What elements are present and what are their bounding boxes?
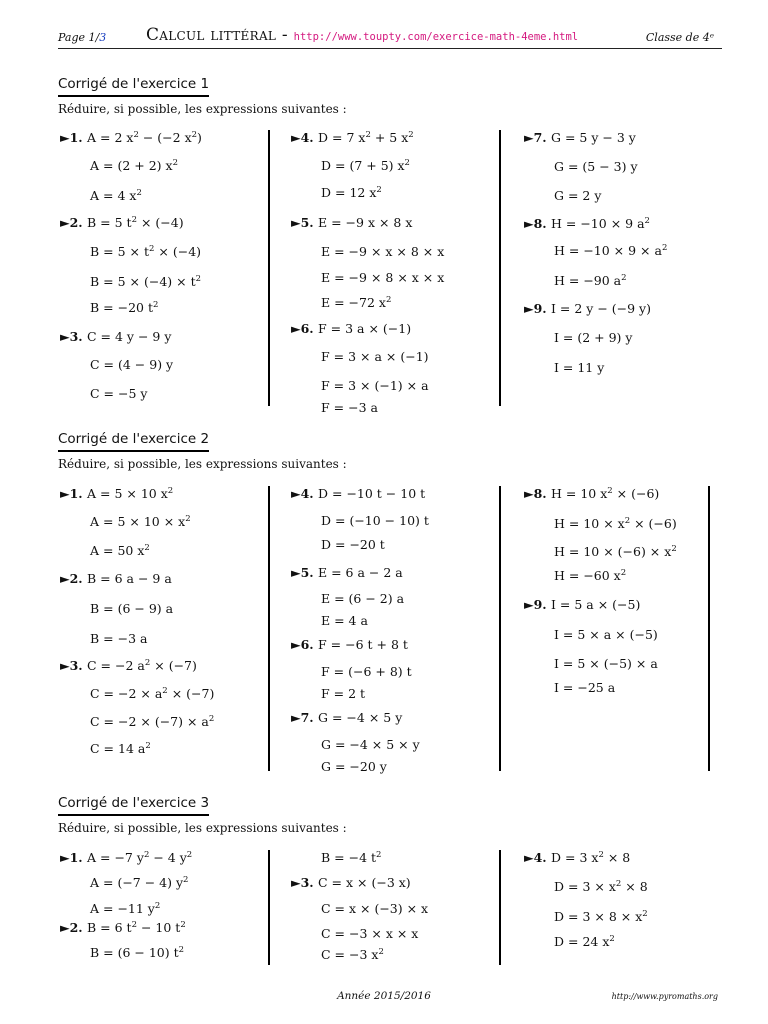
- item-number: ►3.: [291, 875, 319, 890]
- expression-step: [554, 568, 626, 583]
- expression-text: I = 11 y: [554, 360, 605, 375]
- section-title: Corrigé de l'exercice 2: [58, 431, 209, 452]
- numbered-expression: [291, 215, 412, 230]
- item-number: ►2.: [60, 215, 88, 230]
- numbered-expression: [524, 301, 651, 316]
- expression-step: [90, 514, 191, 529]
- numbered-expression: [60, 215, 184, 230]
- exponent: 2: [143, 850, 150, 860]
- expression-text: D = −20 t: [321, 537, 385, 552]
- column-3: [524, 130, 720, 406]
- expression-step: [90, 875, 188, 890]
- expression-text: D = 3 × x: [554, 879, 616, 894]
- expression-text: H = 10 x: [551, 486, 608, 501]
- exponent: 2: [133, 130, 139, 140]
- expression-step: [321, 537, 385, 552]
- expression-text: C = x × (−3) × x: [321, 901, 429, 916]
- expression-text: I = 2 y − (−9 y): [551, 301, 651, 316]
- exponent: 2: [131, 920, 137, 930]
- column-1: [60, 486, 270, 771]
- item-number: ►6.: [291, 637, 319, 652]
- expression-text: E = −9 x × 8 x: [318, 215, 413, 230]
- expression-text: × (−7): [167, 686, 215, 701]
- expression-text: A = 4 x: [90, 188, 137, 203]
- expression-step: [321, 947, 384, 962]
- expression-text: G = (5 − 3) y: [554, 159, 638, 174]
- expression-text: C = x × (−3 x): [318, 875, 411, 890]
- expression-text: H = −10 × 9 a: [551, 216, 645, 231]
- expression-text: A = 2 x: [87, 130, 134, 145]
- section-instruction: Réduire, si possible, les expressions suivantes :: [58, 457, 347, 471]
- exponent: 2: [162, 686, 168, 696]
- expression-step: [321, 349, 429, 364]
- expression-step: [321, 185, 382, 200]
- expression-step: [321, 850, 381, 865]
- expression-text: D = 24 x: [554, 934, 610, 949]
- expression-step: [321, 664, 412, 679]
- exponent: 2: [607, 486, 613, 496]
- expression-text: × 8: [603, 850, 631, 865]
- numbered-expression: [291, 565, 403, 580]
- expression-text: I = 5 × a × (−5): [554, 627, 658, 642]
- expression-text: − 4 y: [149, 850, 187, 865]
- exponent: 2: [145, 741, 151, 751]
- expression-text: H = −60 x: [554, 568, 621, 583]
- expression-step: [321, 244, 444, 259]
- expression-text: E = −9 × 8 × x × x: [321, 270, 445, 285]
- numbered-expression: [291, 637, 408, 652]
- exponent: 2: [178, 945, 185, 955]
- class-label: Classe de 4ᵉ: [645, 31, 714, 44]
- exponent: 2: [208, 714, 215, 724]
- section-title: Corrigé de l'exercice 3: [58, 795, 209, 816]
- item-number: ►1.: [60, 130, 88, 145]
- expression-text: × 8: [621, 879, 648, 894]
- numbered-expression: [291, 130, 414, 145]
- numbered-expression: [60, 571, 172, 586]
- exponent: 2: [598, 850, 604, 860]
- exercise-2-solution: [58, 431, 722, 776]
- expression-text: F = 3 × a × (−1): [321, 349, 429, 364]
- footer-year: Année 2015/2016: [337, 990, 431, 1002]
- expression-text: B = −3 a: [90, 631, 148, 646]
- item-number: ►8.: [524, 216, 552, 231]
- exponent: 2: [180, 920, 186, 930]
- item-number: ►4.: [291, 130, 319, 145]
- page-total-link[interactable]: 3: [99, 31, 107, 44]
- item-number: ►7.: [524, 130, 552, 145]
- expression-text: F = 3 a × (−1): [318, 321, 412, 336]
- expression-text: I = (2 + 9) y: [554, 330, 633, 345]
- section-instruction: Réduire, si possible, les expressions suivantes :: [58, 821, 347, 835]
- expression-step: [321, 759, 387, 774]
- expression-text: B = −4 t: [321, 850, 377, 865]
- numbered-expression: [60, 850, 192, 865]
- item-number: ►9.: [524, 301, 552, 316]
- expression-step: [554, 360, 604, 375]
- column-2: [291, 130, 501, 415]
- exponent: 2: [376, 850, 382, 860]
- numbered-expression: [60, 920, 186, 935]
- exponent: 2: [620, 568, 627, 578]
- expression-text: F = −3 a: [321, 400, 378, 415]
- expression-text: H = 10 × x: [554, 516, 625, 531]
- expression-step: [90, 945, 184, 960]
- expression-text: B = 5 × (−4) × t: [90, 274, 196, 289]
- exponent: 2: [183, 875, 189, 885]
- numbered-expression: [291, 486, 425, 501]
- expression-text: E = (6 − 2) a: [321, 591, 405, 606]
- expression-step: [554, 330, 632, 345]
- expression-step: [321, 686, 365, 701]
- expression-text: A = 5 × 10 x: [87, 486, 168, 501]
- expression-text: B = 5 × t: [90, 244, 150, 259]
- expression-step: [321, 400, 378, 415]
- expression-text: × (−7): [150, 658, 197, 673]
- expression-step: [90, 686, 214, 701]
- expression-text: D = −10 t − 10 t: [318, 486, 426, 501]
- expression-text: F = 3 × (−1) × a: [321, 378, 429, 393]
- exponent: 2: [149, 244, 155, 254]
- expression-text: C = −3 × x × x: [321, 926, 419, 941]
- item-number: ►9.: [524, 597, 552, 612]
- expression-step: [90, 741, 151, 756]
- column-1: [60, 130, 270, 406]
- page-header: [58, 24, 722, 49]
- exponent: 2: [195, 274, 202, 284]
- expression-step: [554, 879, 648, 894]
- expression-step: [554, 159, 638, 174]
- exercise-1-solution: [58, 76, 722, 416]
- numbered-expression: [524, 850, 630, 865]
- expression-text: E = 6 a − 2 a: [318, 565, 403, 580]
- expression-text: E = −9 × x × 8 × x: [321, 244, 445, 259]
- expression-text: B = −20 t: [90, 300, 153, 315]
- exponent: 2: [642, 909, 648, 919]
- numbered-expression: [60, 658, 197, 673]
- expression-text: A = (−7 − 4) y: [90, 875, 184, 890]
- expression-text: F = −6 t + 8 t: [318, 637, 408, 652]
- expression-text: ): [197, 130, 202, 145]
- expression-text: G = 2 y: [554, 188, 602, 203]
- expression-text: B = (6 − 10) t: [90, 945, 179, 960]
- item-number: ►1.: [60, 850, 88, 865]
- column-3: [524, 486, 710, 771]
- expression-step: [554, 627, 658, 642]
- expression-text: B = 6 a − 9 a: [87, 571, 172, 586]
- expression-text: C = (4 − 9) y: [90, 357, 174, 372]
- exponent: 2: [624, 516, 631, 526]
- expression-text: A = (2 + 2) x: [90, 158, 173, 173]
- column-1: [60, 850, 270, 965]
- expression-step: [321, 513, 429, 528]
- exponent: 2: [152, 300, 159, 310]
- expression-step: [90, 244, 201, 259]
- expression-text: I = −25 a: [554, 680, 616, 695]
- item-number: ►4.: [291, 486, 319, 501]
- column-2: [291, 850, 501, 965]
- expression-text: D = 12 x: [321, 185, 377, 200]
- title-text: Calcul littéral: [146, 25, 277, 45]
- numbered-expression: [60, 329, 171, 344]
- column-2: [291, 486, 501, 774]
- exercise-3-solution: [58, 795, 722, 970]
- numbered-expression: [291, 710, 402, 725]
- expression-text: F = (−6 + 8) t: [321, 664, 412, 679]
- expression-text: G = 5 y − 3 y: [551, 130, 636, 145]
- expression-step: [554, 188, 601, 203]
- item-number: ►5.: [291, 215, 319, 230]
- expression-step: [321, 295, 391, 310]
- expression-step: [90, 601, 173, 616]
- expression-text: G = −4 × 5 × y: [321, 737, 420, 752]
- numbered-expression: [60, 486, 173, 501]
- numbered-expression: [524, 597, 640, 612]
- expression-text: D = (7 + 5) x: [321, 158, 405, 173]
- expression-text: C = −2 × a: [90, 686, 163, 701]
- expression-text: H = −10 × 9 × a: [554, 243, 662, 258]
- exponent: 2: [144, 658, 151, 668]
- item-number: ►3.: [60, 658, 88, 673]
- header-url-link[interactable]: http://www.toupty.com/exercice-math-4eme.html: [293, 31, 579, 43]
- expression-text: B = 6 t: [87, 920, 132, 935]
- exponent: 2: [154, 901, 161, 911]
- exponent: 2: [191, 130, 198, 140]
- exponent: 2: [365, 130, 371, 140]
- exponent: 2: [131, 215, 137, 225]
- expression-step: [90, 357, 173, 372]
- exponent: 2: [378, 947, 384, 957]
- expression-text: D = (−10 − 10) t: [321, 513, 429, 528]
- exponent: 2: [144, 543, 150, 553]
- document-title: [146, 25, 578, 45]
- expression-text: B = 5 t: [87, 215, 132, 230]
- page-label: Page 1/: [58, 31, 100, 44]
- expression-text: E = −72 x: [321, 295, 386, 310]
- numbered-expression: [291, 875, 411, 890]
- expression-text: C = −2 a: [87, 658, 145, 673]
- numbered-expression: [291, 321, 411, 336]
- expression-text: B = (6 − 9) a: [90, 601, 174, 616]
- section-instruction: Réduire, si possible, les expressions suivantes :: [58, 102, 347, 116]
- exponent: 2: [644, 216, 650, 226]
- expression-step: [90, 188, 142, 203]
- expression-step: [90, 901, 160, 916]
- expression-text: × (−4): [137, 215, 184, 230]
- expression-step: [554, 273, 627, 288]
- expression-step: [554, 516, 677, 531]
- title-separator: -: [276, 25, 294, 45]
- expression-text: C = −2 × (−7) × a: [90, 714, 209, 729]
- expression-text: I = 5 × (−5) × a: [554, 656, 658, 671]
- expression-text: A = −7 y: [87, 850, 144, 865]
- exponent: 2: [186, 850, 193, 860]
- expression-step: [321, 591, 404, 606]
- expression-text: E = 4 a: [321, 613, 368, 628]
- expression-step: [90, 714, 214, 729]
- expression-text: H = 10 × (−6) × x: [554, 544, 672, 559]
- expression-step: [554, 656, 658, 671]
- expression-step: [90, 158, 178, 173]
- expression-text: A = −11 y: [90, 901, 155, 916]
- exponent: 2: [671, 544, 677, 554]
- expression-text: I = 5 a × (−5): [551, 597, 641, 612]
- expression-text: G = −4 × 5 y: [318, 710, 403, 725]
- exponent: 2: [136, 188, 142, 198]
- expression-step: [321, 378, 429, 393]
- expression-text: × (−6): [630, 516, 677, 531]
- expression-text: × (−4): [154, 244, 202, 259]
- expression-text: A = 50 x: [90, 543, 145, 558]
- exponent: 2: [167, 486, 174, 496]
- expression-step: [554, 243, 667, 258]
- item-number: ►3.: [60, 329, 88, 344]
- expression-step: [554, 544, 677, 559]
- item-number: ►7.: [291, 710, 319, 725]
- exponent: 2: [404, 158, 410, 168]
- expression-step: [90, 631, 147, 646]
- item-number: ►2.: [60, 920, 88, 935]
- expression-step: [90, 300, 158, 315]
- expression-text: H = −90 a: [554, 273, 622, 288]
- numbered-expression: [60, 130, 202, 145]
- expression-step: [321, 613, 368, 628]
- expression-step: [321, 158, 410, 173]
- exponent: 2: [172, 158, 178, 168]
- expression-step: [554, 680, 615, 695]
- expression-text: C = 4 y − 9 y: [87, 329, 172, 344]
- item-number: ►1.: [60, 486, 88, 501]
- expression-text: − (−2 x: [138, 130, 192, 145]
- exponent: 2: [621, 273, 627, 283]
- expression-text: D = 3 x: [551, 850, 599, 865]
- expression-text: D = 3 × 8 × x: [554, 909, 643, 924]
- column-3: [524, 850, 720, 965]
- item-number: ►8.: [524, 486, 552, 501]
- expression-text: F = 2 t: [321, 686, 366, 701]
- exponent: 2: [385, 295, 392, 305]
- footer-url-link[interactable]: http://www.pyromaths.org: [611, 992, 718, 1001]
- expression-step: [321, 270, 444, 285]
- expression-step: [321, 737, 420, 752]
- expression-step: [321, 901, 428, 916]
- numbered-expression: [524, 130, 636, 145]
- exponent: 2: [376, 185, 382, 195]
- expression-text: C = 14 a: [90, 741, 146, 756]
- expression-text: × (−6): [612, 486, 660, 501]
- item-number: ►5.: [291, 565, 319, 580]
- exponent: 2: [185, 514, 191, 524]
- exponent: 2: [661, 243, 668, 253]
- expression-step: [321, 926, 418, 941]
- expression-text: G = −20 y: [321, 759, 387, 774]
- expression-text: C = −5 y: [90, 386, 148, 401]
- numbered-expression: [524, 216, 650, 231]
- expression-step: [90, 274, 201, 289]
- expression-text: − 10 t: [137, 920, 181, 935]
- exponent: 2: [615, 879, 622, 889]
- item-number: ►4.: [524, 850, 552, 865]
- numbered-expression: [524, 486, 659, 501]
- item-number: ►6.: [291, 321, 319, 336]
- item-number: ►2.: [60, 571, 88, 586]
- expression-text: + 5 x: [370, 130, 409, 145]
- exponent: 2: [408, 130, 414, 140]
- expression-step: [554, 909, 648, 924]
- exponent: 2: [609, 934, 615, 944]
- page-number: [58, 31, 106, 44]
- expression-text: C = −3 x: [321, 947, 379, 962]
- expression-step: [554, 934, 615, 949]
- expression-step: [90, 386, 147, 401]
- expression-text: D = 7 x: [318, 130, 366, 145]
- section-title: Corrigé de l'exercice 1: [58, 76, 209, 97]
- expression-step: [90, 543, 150, 558]
- expression-text: A = 5 × 10 × x: [90, 514, 186, 529]
